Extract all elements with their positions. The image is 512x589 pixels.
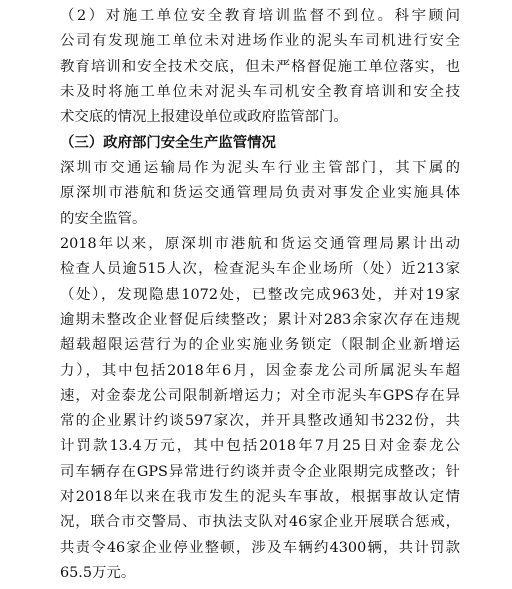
paragraph3-line-7: 速，对金泰龙公司限制新增运力；对全市泥头车GPS存在异 [60, 387, 460, 404]
paragraph1-line-2: 公司有发现施工单位未对进场作业的泥头车司机进行安全 [60, 33, 460, 50]
paragraph3-line-11: 对2018年以来在我市发生的泥头车事故，根据事故认定情 [60, 489, 460, 505]
paragraph3-line-8: 常的企业累计约谈597家次，并开具整改通知书232份，共 [60, 413, 460, 430]
paragraph2-line-1: 深圳市交通运输局作为泥头车行业主管部门，其下属的 [60, 159, 460, 176]
paragraph2-line-2: 原深圳市港航和货运交通管理局负责对事发企业实施具体 [60, 185, 460, 202]
paragraph3-line-5: 超载超限运营行为的企业实施业务锁定（限制企业新增运 [60, 337, 460, 354]
section-heading: （三）政府部门安全生产监管情况 [60, 133, 276, 151]
paragraph1-line-5: 术交底的情况上报建设单位或政府监管部门。 [60, 109, 348, 126]
paragraph3-line-10: 司车辆存在GPS异常进行约谈并责令企业限期完成整改；针 [60, 463, 460, 480]
paragraph1-line-4: 未及时将施工单位未对泥头车司机安全教育培训和安全技 [60, 84, 460, 100]
paragraph3-line-13: 共责令46家企业停业整顿，涉及车辆约4300辆，共计罚款 [60, 539, 460, 556]
paragraph1-line-1: （2）对施工单位安全教育培训监督不到位。科宇顾问 [60, 8, 460, 24]
paragraph3-line-2: 检查人员逾515人次，检查泥头车企业场所（处）近213家 [60, 261, 460, 278]
paragraph1-line-3: 教育培训和安全技术交底，但未严格督促施工单位落实，也 [60, 58, 460, 75]
paragraph3-line-6: 力），其中包括2018年6月，因金泰龙公司所属泥头车超 [60, 362, 460, 379]
paragraph3-line-14: 65.5万元。 [60, 565, 136, 581]
paragraph3-line-3: （处），发现隐患1072处，已整改完成963处，并对19家 [60, 286, 460, 303]
paragraph2-line-3: 的安全监管。 [60, 210, 147, 227]
paragraph3-line-9: 计罚款13.4万元，其中包括2018年7月25日对金泰龙公 [60, 438, 460, 455]
paragraph3-line-1: 2018年以来，原深圳市港航和货运交通管理局累计出动 [60, 235, 460, 252]
paragraph3-line-4: 逾期未整改企业督促后续整改；累计对283余家次存在违规 [60, 311, 460, 328]
paragraph3-line-12: 况，联合市交警局、市执法支队对46家企业开展联合惩戒， [60, 514, 460, 531]
